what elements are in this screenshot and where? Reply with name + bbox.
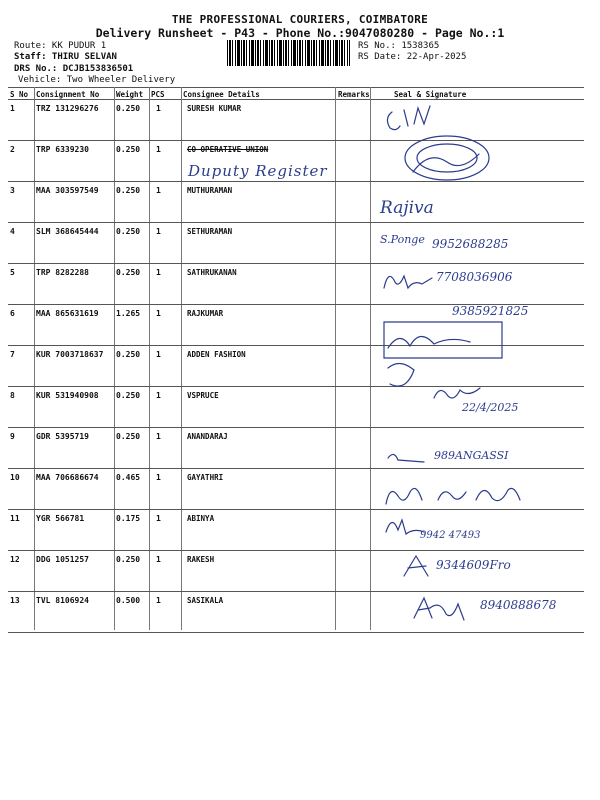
row-weight: 0.250 xyxy=(116,391,141,400)
row-weight: 0.250 xyxy=(116,227,141,236)
row-pcs: 1 xyxy=(156,227,161,236)
row-sno: 13 xyxy=(10,596,20,605)
col-divider xyxy=(335,87,336,630)
signature-row12 xyxy=(400,552,436,582)
row-consignee: SETHURAMAN xyxy=(187,227,233,236)
row-consignment-no: TRZ 131296276 xyxy=(36,104,99,113)
row-pcs: 1 xyxy=(156,104,161,113)
row-weight: 0.250 xyxy=(116,145,141,154)
rs-number: RS No.: 1538365 xyxy=(358,41,440,51)
col-signature: Seal & Signature xyxy=(394,90,467,99)
row-consignment-no: TVL 8106924 xyxy=(36,596,89,605)
signature-row9 xyxy=(384,448,430,468)
row-divider xyxy=(8,263,584,264)
header-bottom-border xyxy=(8,99,584,100)
row-consignee: SASIKALA xyxy=(187,596,224,605)
row-divider xyxy=(8,222,584,223)
row-pcs: 1 xyxy=(156,186,161,195)
row-sno: 1 xyxy=(10,104,15,113)
row-sno: 5 xyxy=(10,268,15,277)
col-consignment: Consignment No xyxy=(36,90,100,99)
table-top-border xyxy=(8,87,584,88)
phone-row9: 989ANGASSI xyxy=(434,449,509,462)
row-consignee: CO OPERATIVE UNION xyxy=(187,145,269,154)
row-sno: 12 xyxy=(10,555,20,564)
row-sno: 9 xyxy=(10,432,15,441)
handwritten-note-row2: Duputy Register xyxy=(188,162,328,180)
col-divider xyxy=(149,87,150,630)
row-consignment-no: GDR 5395719 xyxy=(36,432,89,441)
row-consignment-no: SLM 368645444 xyxy=(36,227,99,236)
row-pcs: 1 xyxy=(156,145,161,154)
row-pcs: 1 xyxy=(156,596,161,605)
row-divider xyxy=(8,632,584,633)
route: Route: KK PUDUR 1 xyxy=(14,41,107,51)
row-weight: 0.250 xyxy=(116,432,141,441)
col-pcs: PCS xyxy=(151,90,165,99)
row-weight: 0.250 xyxy=(116,104,141,113)
col-divider xyxy=(370,87,371,630)
row-weight: 0.250 xyxy=(116,268,141,277)
row-pcs: 1 xyxy=(156,391,161,400)
row-pcs: 1 xyxy=(156,350,161,359)
date-row8: 22/4/2025 xyxy=(462,401,519,414)
row-consignee: GAYATHRI xyxy=(187,473,224,482)
company-name: THE PROFESSIONAL COURIERS, COIMBATORE xyxy=(171,13,429,26)
row-consignee: VSPRUCE xyxy=(187,391,219,400)
signature-row6 xyxy=(378,266,438,296)
row-weight: 0.465 xyxy=(116,473,141,482)
col-weight: Weight xyxy=(116,90,144,99)
row-pcs: 1 xyxy=(156,555,161,564)
phone-row6: 7708036906 xyxy=(436,270,513,284)
row-consignment-no: KUR 7003718637 xyxy=(36,350,104,359)
row-pcs: 1 xyxy=(156,473,161,482)
row-weight: 0.250 xyxy=(116,350,141,359)
row-weight: 0.175 xyxy=(116,514,141,523)
row-sno: 6 xyxy=(10,309,15,318)
col-divider xyxy=(181,87,182,630)
row-consignment-no: MAA 706686674 xyxy=(36,473,99,482)
row-consignment-no: TRP 6339230 xyxy=(36,145,89,154)
row-consignment-no: TRP 8282288 xyxy=(36,268,89,277)
row-consignee: ANANDARAJ xyxy=(187,432,228,441)
row-divider xyxy=(8,140,584,141)
row-consignee: RAKESH xyxy=(187,555,215,564)
row-consignee: SURESH KUMAR xyxy=(187,104,242,113)
row-sno: 8 xyxy=(10,391,15,400)
runsheet-title: Delivery Runsheet - P43 - Phone No.:9047080280 - Page No.:1 xyxy=(95,26,505,40)
col-consignee: Consignee Details xyxy=(183,90,260,99)
row-sno: 4 xyxy=(10,227,15,236)
row-consignment-no: KUR 531940908 xyxy=(36,391,99,400)
col-divider xyxy=(34,87,35,630)
row-consignee: RAJKUMAR xyxy=(187,309,224,318)
phone-row12: 9344609Fro xyxy=(436,558,511,572)
row-divider xyxy=(8,468,584,469)
row-divider xyxy=(8,181,584,182)
row-consignee: ADDEN FASHION xyxy=(187,350,246,359)
signature-row10 xyxy=(380,478,530,512)
seal-stamp-row2 xyxy=(395,132,495,188)
row-consignment-no: MAA 865631619 xyxy=(36,309,99,318)
col-remarks: Remarks xyxy=(338,90,370,99)
row-consignment-no: YGR 566781 xyxy=(36,514,85,523)
signature-row4: Rajiva xyxy=(380,198,434,218)
row-consignee: MUTHURAMAN xyxy=(187,186,233,195)
row-pcs: 1 xyxy=(156,309,161,318)
col-sno: S No xyxy=(10,90,29,99)
rs-date: RS Date: 22-Apr-2025 xyxy=(358,52,467,62)
barcode xyxy=(227,40,350,66)
drs-number: DRS No.: DCJB153836501 xyxy=(14,64,134,74)
row-consignment-no: MAA 303597549 xyxy=(36,186,99,195)
row-divider xyxy=(8,550,584,551)
phone2-row6: 9385921825 xyxy=(452,304,529,318)
signature-row5: S.Ponge xyxy=(380,233,425,246)
vehicle: Vehicle: Two Wheeler Delivery xyxy=(18,75,176,85)
row-weight: 0.500 xyxy=(116,596,141,605)
row-sno: 2 xyxy=(10,145,15,154)
row-consignment-no: DDG 1051257 xyxy=(36,555,89,564)
row-sno: 3 xyxy=(10,186,15,195)
row-divider xyxy=(8,591,584,592)
row-consignee: SATHRUKANAN xyxy=(187,268,237,277)
col-divider xyxy=(114,87,115,630)
row-divider xyxy=(8,427,584,428)
phone-row13: 8940888678 xyxy=(480,598,557,612)
row-consignee: ABINYA xyxy=(187,514,215,523)
row-sno: 10 xyxy=(10,473,20,482)
row-sno: 11 xyxy=(10,514,20,523)
phone-row5: 9952688285 xyxy=(432,237,509,251)
row-weight: 0.250 xyxy=(116,555,141,564)
row-weight: 0.250 xyxy=(116,186,141,195)
row-pcs: 1 xyxy=(156,268,161,277)
row-pcs: 1 xyxy=(156,514,161,523)
row-pcs: 1 xyxy=(156,432,161,441)
staff: Staff: THIRU SELVAN xyxy=(14,52,117,62)
row-weight: 1.265 xyxy=(116,309,141,318)
signature-row13 xyxy=(410,592,480,626)
phone-row11: 9942 47493 xyxy=(420,530,481,541)
row-sno: 7 xyxy=(10,350,15,359)
